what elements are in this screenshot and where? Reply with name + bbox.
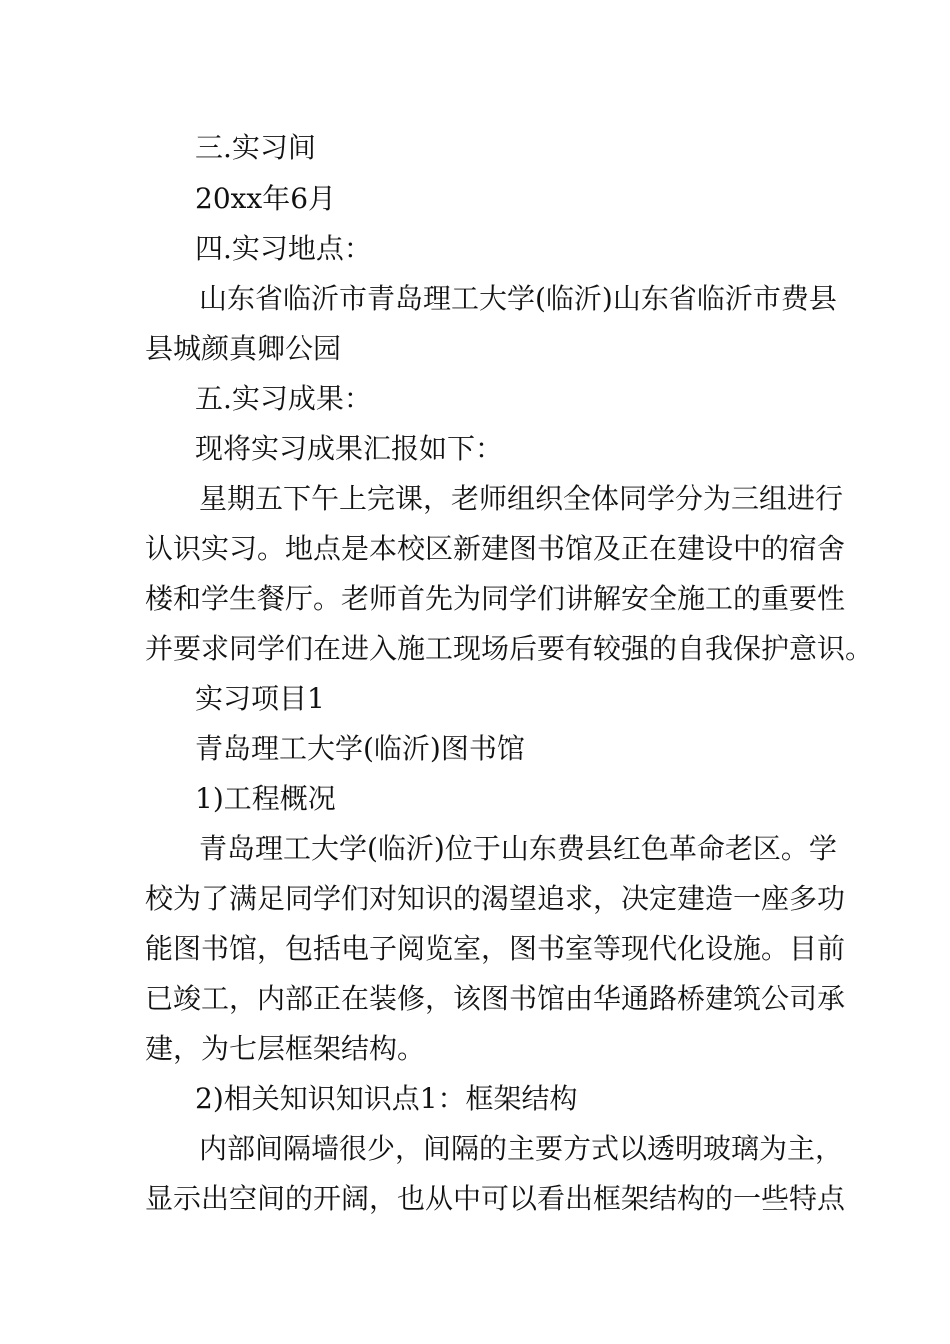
paragraph-2-line-3: 能图书馆，包括电子阅览室，图书室等现代化设施。目前 [145,932,846,965]
paragraph-1-line-4: 并要求同学们在进入施工现场后要有较强的自我保护意识。 [145,632,874,665]
overview-heading: 1)工程概况 [195,782,336,815]
paragraph-1-line-1: 星期五下午上完课，老师组织全体同学分为三组进行 [199,482,844,515]
section-3-heading: 三.实习间 [195,131,316,164]
paragraph-2-line-4: 已竣工，内部正在装修，该图书馆由华通路桥建筑公司承 [145,982,846,1015]
section-5-heading: 五.实习成果： [195,382,372,415]
location-line-1: 山东省临沂市青岛理工大学(临沂)山东省临沂市费县 [199,282,837,315]
paragraph-3-line-1: 内部间隔墙很少，间隔的主要方式以透明玻璃为主， [199,1132,844,1165]
paragraph-1-line-2: 认识实习。地点是本校区新建图书馆及正在建设中的宿舍 [145,532,846,565]
paragraph-3-line-2: 显示出空间的开阔，也从中可以看出框架结构的一些特点 [145,1182,846,1215]
knowledge-point-heading: 2)相关知识知识点1：框架结构 [195,1082,578,1115]
paragraph-1-line-3: 楼和学生餐厅。老师首先为同学们讲解安全施工的重要性 [145,582,846,615]
internship-date: 20xx年6月 [195,182,337,215]
results-intro: 现将实习成果汇报如下： [195,432,504,465]
paragraph-2-line-5: 建，为七层框架结构。 [145,1032,426,1065]
project-1-heading: 实习项目1 [195,682,325,715]
section-4-heading: 四.实习地点： [195,232,372,265]
paragraph-2-line-1: 青岛理工大学(临沂)位于山东费县红色革命老区。学 [199,832,837,865]
project-1-title: 青岛理工大学(临沂)图书馆 [195,732,525,765]
paragraph-2-line-2: 校为了满足同学们对知识的渴望追求，决定建造一座多功 [145,882,846,915]
location-line-2: 县城颜真卿公园 [145,332,342,365]
